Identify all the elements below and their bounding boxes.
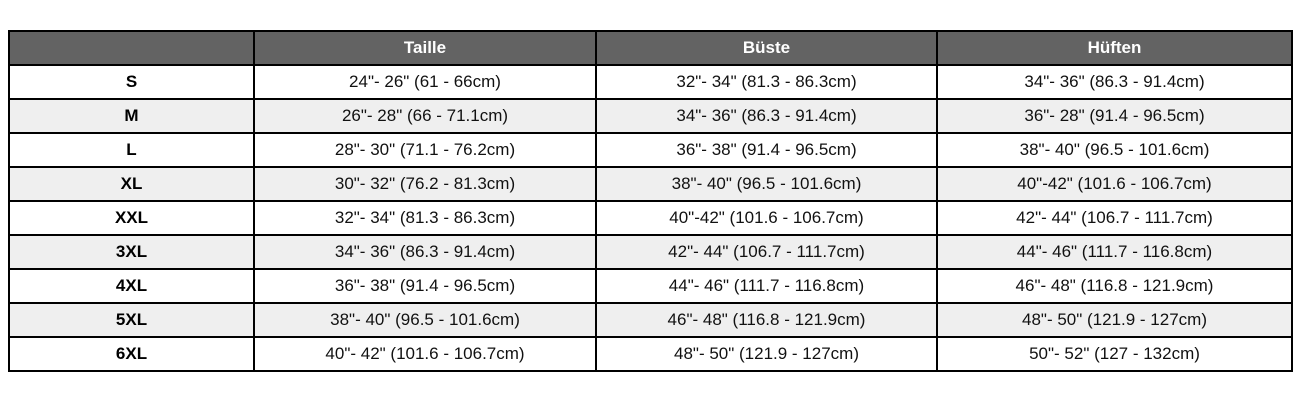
measurement-cell: 48"- 50" (121.9 - 127cm) — [937, 303, 1292, 337]
measurement-cell: 38"- 40" (96.5 - 101.6cm) — [596, 167, 937, 201]
measurement-cell: 42"- 44" (106.7 - 111.7cm) — [937, 201, 1292, 235]
size-cell: 3XL — [9, 235, 254, 269]
table-row — [9, 167, 1292, 201]
size-cell: L — [9, 133, 254, 167]
measurement-cell: 50"- 52" (127 - 132cm) — [937, 337, 1292, 371]
measurement-cell: 32"- 34" (81.3 - 86.3cm) — [254, 201, 596, 235]
header-taille: Taille — [254, 31, 596, 65]
measurement-cell: 36"- 38" (91.4 - 96.5cm) — [254, 269, 596, 303]
measurement-cell: 46"- 48" (116.8 - 121.9cm) — [937, 269, 1292, 303]
corner-header-cell — [9, 31, 254, 65]
header-row — [9, 31, 1292, 65]
size-cell: 6XL — [9, 337, 254, 371]
measurement-cell: 36"- 28" (91.4 - 96.5cm) — [937, 99, 1292, 133]
measurement-cell: 30"- 32" (76.2 - 81.3cm) — [254, 167, 596, 201]
table-row — [9, 99, 1292, 133]
size-cell: S — [9, 65, 254, 99]
measurement-cell: 42"- 44" (106.7 - 111.7cm) — [596, 235, 937, 269]
size-table-header — [9, 31, 1292, 65]
size-chart-table — [8, 30, 1293, 372]
measurement-cell: 24"- 26" (61 - 66cm) — [254, 65, 596, 99]
table-row — [9, 133, 1292, 167]
measurement-cell: 44"- 46" (111.7 - 116.8cm) — [937, 235, 1292, 269]
header-huften: Hüften — [937, 31, 1292, 65]
measurement-cell: 34"- 36" (86.3 - 91.4cm) — [596, 99, 937, 133]
measurement-cell: 40"- 42" (101.6 - 106.7cm) — [254, 337, 596, 371]
table-row — [9, 65, 1292, 99]
measurement-cell: 38"- 40" (96.5 - 101.6cm) — [254, 303, 596, 337]
measurement-cell: 34"- 36" (86.3 - 91.4cm) — [937, 65, 1292, 99]
size-cell: XL — [9, 167, 254, 201]
measurement-cell: 46"- 48" (116.8 - 121.9cm) — [596, 303, 937, 337]
measurement-cell: 40"-42" (101.6 - 106.7cm) — [596, 201, 937, 235]
measurement-cell: 32"- 34" (81.3 - 86.3cm) — [596, 65, 937, 99]
measurement-cell: 48"- 50" (121.9 - 127cm) — [596, 337, 937, 371]
size-cell: 5XL — [9, 303, 254, 337]
table-row — [9, 235, 1292, 269]
table-row — [9, 337, 1292, 371]
size-cell: XXL — [9, 201, 254, 235]
measurement-cell: 34"- 36" (86.3 - 91.4cm) — [254, 235, 596, 269]
measurement-cell: 44"- 46" (111.7 - 116.8cm) — [596, 269, 937, 303]
size-cell: M — [9, 99, 254, 133]
measurement-cell: 26"- 28" (66 - 71.1cm) — [254, 99, 596, 133]
measurement-cell: 36"- 38" (91.4 - 96.5cm) — [596, 133, 937, 167]
header-buste: Büste — [596, 31, 937, 65]
measurement-cell: 38"- 40" (96.5 - 101.6cm) — [937, 133, 1292, 167]
measurement-cell: 40"-42" (101.6 - 106.7cm) — [937, 167, 1292, 201]
size-cell: 4XL — [9, 269, 254, 303]
measurement-cell: 28"- 30" (71.1 - 76.2cm) — [254, 133, 596, 167]
table-row — [9, 201, 1292, 235]
size-table-body — [9, 65, 1292, 371]
table-row — [9, 269, 1292, 303]
table-row — [9, 303, 1292, 337]
